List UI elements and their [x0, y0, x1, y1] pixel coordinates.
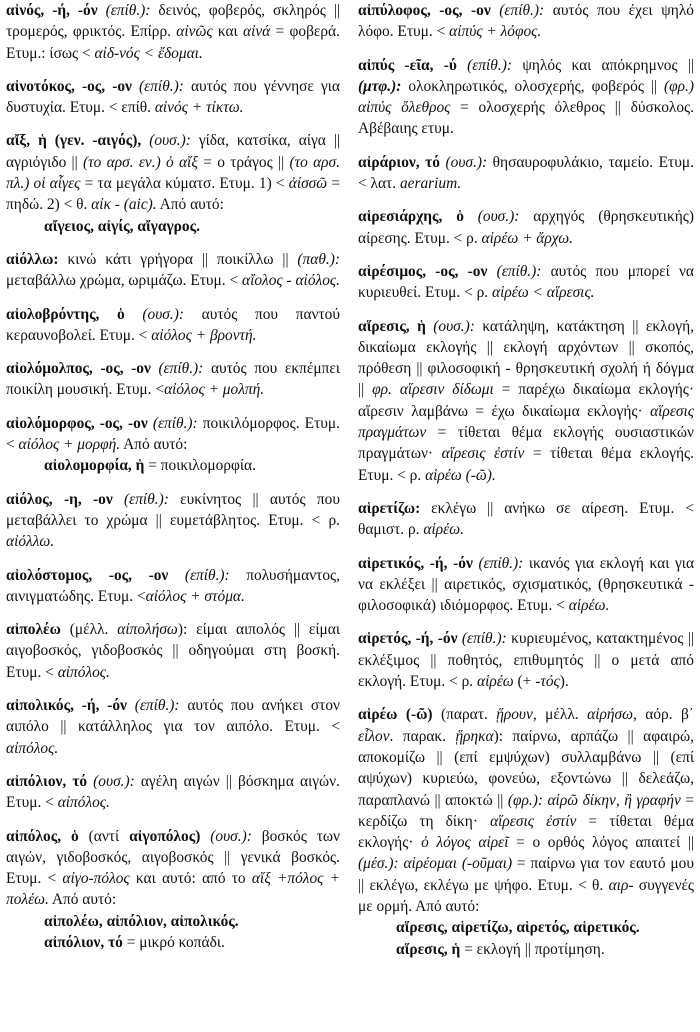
- dictionary-entry: [6, 771, 340, 814]
- derived-words: [6, 216, 340, 237]
- entry-italic-text: αἱρέω.: [423, 521, 464, 539]
- entry-definition: (αντί: [78, 827, 130, 845]
- entry-headword: αἰνός, -ή, -όν: [6, 2, 98, 19]
- entry-italic-text: (φρ.): αἱρῶ δίκην, ἢ γραφήν: [507, 791, 681, 809]
- entry-italic-text: αἱρέω: [476, 673, 514, 691]
- entry-definition: αυτός που έχει ψηλό λόφο. Ετυμ. <: [358, 2, 695, 41]
- entry-definition: (μέλλ.: [60, 621, 118, 639]
- dictionary-entry: [358, 316, 694, 486]
- entry-definition: πολυσήμαντος, αινιγματώδης. Ετυμ. <: [6, 566, 340, 605]
- entry-headword: αἵρεσις, ἡ: [358, 317, 426, 335]
- entry-headword: αἰολόμολπος, -ος, -ον: [6, 360, 151, 378]
- entry-definition: = φοβερά. Ετυμ.: ίσως <: [6, 23, 340, 62]
- entry-italic-text: αιρ-: [608, 876, 634, 894]
- dictionary-entry: [6, 619, 340, 683]
- entry-headword: αἰπύλοφος, -ος, -ον: [358, 2, 491, 19]
- entry-definition: Από αυτό:: [120, 436, 188, 454]
- entry-italic-text: αἱρέω < αἵρεσις.: [492, 284, 595, 302]
- dictionary-entry: [6, 358, 340, 401]
- entry-definition: , αόρ. β΄: [632, 706, 694, 724]
- entry-italic-text: (το αρσ. εν.) ὁ αἴξ: [83, 153, 198, 171]
- dictionary-entry: [358, 498, 694, 541]
- derived-words: [6, 932, 340, 953]
- entry-definition: = ο τράγος ||: [197, 153, 290, 171]
- entry-definition: = τίθεται θέμα εκλογής. Ετυμ. < ρ.: [358, 445, 694, 484]
- entry-headword: αἱρέσιμος, -ος, -ον: [358, 262, 488, 280]
- entry-italic-text: αἰπόλος.: [57, 663, 110, 681]
- entry-definition: ποικιλόμορφος. Ετυμ. <: [6, 414, 340, 454]
- entry-italic-text: αἱρήσω: [587, 706, 633, 724]
- entry-definition: . παρακ.: [389, 727, 456, 745]
- entry-definition: κυριευμένος, κατακτημένος || εκλέξιμος || ποθητός, επιθυμητός || ο μετά από εκλογή. Ετυμ. < ρ.: [358, 630, 694, 691]
- dictionary-entry: [358, 55, 694, 140]
- entry-definition: αρχηγός (θρησκευτικής) αίρεσης. Ετυμ. < ρ.: [358, 208, 694, 247]
- entry-headword: αἰολόμορφος, -ος, -ον: [6, 414, 148, 432]
- entry-headword: αἰόλλω:: [6, 250, 59, 268]
- derived-words: [358, 917, 694, 938]
- left-column: [6, 0, 350, 1032]
- entry-definition: ολοκληρωτικός, ολοσχερής, φοβερός ||: [401, 77, 664, 95]
- entry-italic-text: αἱρέω (-ῶ).: [425, 466, 496, 484]
- derived-headword: αἰπόλιον, τό: [44, 933, 123, 951]
- dictionary-entry: [6, 695, 340, 759]
- entry-italic-text: -τός: [535, 673, 560, 691]
- entry-definition: ψηλός και απόκρημνος ||: [522, 56, 695, 74]
- entry-italic-text: (ουσ.):: [124, 305, 202, 323]
- dictionary-entry: [6, 0, 340, 64]
- derived-headword: αἵρεσις, ἡ: [396, 940, 461, 958]
- entry-italic-text: αἰπολήσω: [117, 621, 178, 639]
- entry-italic-text: εἷλον: [358, 727, 390, 745]
- entry-definition: = τίθεται θέμα εκλογής·: [358, 812, 694, 852]
- right-column: [350, 0, 694, 1032]
- derived-headword: αἵρεσις, αἱρετίζω, αἱρετός, αἱρετικός.: [396, 919, 640, 937]
- entry-italic-text: αἵρεσις πραγμάτων: [358, 402, 694, 442]
- entry-headword: αἰπόλος, ὁ: [6, 827, 79, 845]
- entry-italic-text: (επίθ.):: [112, 490, 181, 508]
- entry-italic-text: αἰόλλω.: [6, 533, 55, 551]
- entry-definition: αγέλη αιγών || βόσκημα αιγών. Ετυμ. <: [6, 772, 340, 812]
- derived-headword: αἴγειος, αἰγίς, αἴγαγρος.: [44, 217, 200, 235]
- entry-headword: αἰολόστομος, -ος, -ον: [6, 566, 169, 584]
- entry-italic-text: (επίθ.):: [97, 2, 159, 19]
- entry-italic-text: ᾕρουν: [496, 706, 533, 724]
- dictionary-entry: [6, 76, 340, 119]
- entry-definition: κινώ κάτι γρήγορα || ποικίλλω ||: [58, 250, 298, 268]
- entry-definition: (παρατ.: [432, 706, 497, 724]
- dictionary-entry: [358, 628, 694, 692]
- entry-italic-text: (ουσ.):: [439, 153, 493, 171]
- entry-italic-text: (επίθ.):: [147, 414, 203, 432]
- dictionary-entry: [6, 249, 340, 292]
- entry-definition: (+: [513, 673, 536, 691]
- entry-italic-text: aerarium.: [399, 175, 462, 193]
- derived-headword: αἰπολέω, αἰπόλιον, αἰπολικός.: [44, 912, 239, 930]
- derived-definition: = εκλογή || προτίμηση.: [460, 940, 605, 958]
- entry-italic-text: αἴολος - αἰόλος.: [242, 272, 340, 290]
- dictionary-entry: [358, 206, 694, 249]
- dictionary-entry: [6, 565, 340, 608]
- entry-definition: αυτός που εκπέμπει ποικίλη μουσική. Ετυμ. <: [6, 360, 340, 399]
- entry-definition: ικανός για εκλογή και για να εκλέξει || αιρετικός, σχισματικός, (θρησκευτικά - φιλοσοφικά) ιδιόμορφος. Ετυμ. <: [358, 554, 695, 615]
- derived-words: [6, 911, 340, 932]
- dictionary-entry: [358, 261, 694, 304]
- dictionary-entry: [6, 130, 340, 236]
- entry-italic-text: αἰνός + τίκτω.: [154, 99, 244, 117]
- entry-definition: κατάληψη, κατάκτηση || εκλογή, δικαίωμα εκλογής || εκλογή αρχόντων || σκοπός, πρόθεση || φιλοσοφική - θρησκευτική σχολή ή δόγμα ||: [358, 317, 694, 399]
- entry-italic-text: αἰπύς + λόφος.: [449, 23, 542, 41]
- entry-definition: = τίθεται θέμα εκλογής ουσιαστικών πραγμάτων·: [358, 424, 694, 463]
- entry-italic-text: (επίθ.):: [456, 56, 523, 74]
- entry-italic-text: (επίθ.):: [168, 566, 247, 584]
- entry-headword: αἱρετικός, -ή, -όν: [358, 554, 473, 572]
- entry-italic-text: (παθ.):: [297, 250, 340, 268]
- entry-italic-text: ἀίσσῶ: [288, 175, 328, 193]
- entry-italic-text: (φρ.) αἰπύς ὄλεθρος: [358, 77, 694, 117]
- entry-definition: και αυτό: από το: [129, 870, 252, 888]
- entry-definition: αυτός που μπορεί να κυριευθεί. Ετυμ. < ρ.: [358, 262, 694, 302]
- entry-italic-text: αἰόλος + στόμα.: [145, 587, 245, 605]
- entry-definition: = πηδώ. 2) < θ.: [6, 175, 341, 214]
- entry-definition: γίδα, κατσίκα, αίγα || αγριόγιδο ||: [6, 132, 340, 171]
- entry-italic-text: αἰκ - (aic).: [91, 196, 157, 214]
- derived-words: [358, 939, 694, 960]
- entry-definition: συγγενές με ορμή. Από αυτό:: [358, 876, 695, 915]
- entry-italic-text: (ουσ.):: [87, 772, 141, 790]
- entry-definition: αυτός που παντού κεραυνοβολεί. Ετυμ. <: [6, 305, 341, 344]
- entry-headword: αἰολοβρόντης, ὁ: [6, 305, 125, 323]
- entry-headword: αἱρέω (-ῶ): [358, 706, 433, 724]
- dictionary-entry: [358, 152, 694, 195]
- dictionary-entry: [358, 553, 694, 617]
- derived-definition: = ποικιλομορφία.: [144, 457, 256, 475]
- entry-definition: = ο ορθός λόγος απαιτεί ||: [508, 834, 694, 852]
- entry-definition: αυτός που γέννησε για δυστυχία. Ετυμ. < επίθ.: [6, 77, 340, 117]
- entry-italic-text: (επίθ.):: [487, 262, 551, 280]
- entry-headword: αἱρετίζω:: [358, 499, 421, 517]
- entry-definition: βοσκός των αιγών, γιδοβοσκός, αιγοβοσκός || γενικά βοσκός. Ετυμ. <: [6, 827, 340, 888]
- entry-italic-text: (ουσ.):: [141, 132, 199, 150]
- entry-definition: = παρέχω δικαίωμα εκλογής· αἵρεσιν λαμβάνω = έχω δικαίωμα εκλογής·: [358, 381, 694, 420]
- entry-italic-text: αἴξ +πόλος + πολέω.: [6, 870, 340, 909]
- entry-definition: εκλέγω || ανήκω σε αίρεση. Ετυμ. < θαμιστ. ρ.: [358, 499, 694, 539]
- entry-definition: = παίρνω για τον εαυτό μου || εκλέγω, εκλέγω με ψήφο. Ετυμ. < θ.: [358, 855, 694, 894]
- entry-definition: Από αυτό:: [48, 891, 117, 909]
- entry-italic-text: αἰόλος + βροντή.: [151, 326, 257, 344]
- dictionary-entry: [358, 0, 694, 43]
- entry-italic-text: (επίθ.):: [126, 697, 188, 715]
- entry-italic-text: αἰγο-πόλος: [62, 870, 130, 888]
- entry-italic-text: (ουσ.):: [200, 827, 262, 845]
- dictionary-entry: [358, 704, 694, 960]
- entry-definition: = κερδίζω τη δίκη·: [358, 791, 695, 830]
- entry-definition: ).: [559, 673, 569, 691]
- dictionary-entry: [6, 489, 340, 553]
- entry-italic-text: (επίθ.):: [472, 554, 529, 572]
- entry-definition: θησαυροφυλάκιο, ταμείο. Ετυμ. < λατ.: [358, 153, 694, 193]
- entry-headword: αἰπύς -εῖα, -ύ: [358, 56, 457, 74]
- entry-headword: αἰπόλιον, τό: [6, 772, 88, 790]
- entry-definition: αυτός που ανήκει στον αιπόλο || κατάλληλος για τον αιπόλο. Ετυμ. <: [6, 697, 341, 736]
- entry-definition: ): είμαι αιπολός || είμαι αιγοβοσκός, γιδοβοσκός || οδηγούμαι στη βοσκή. Ετυμ. <: [6, 621, 340, 681]
- entry-italic-text: (ουσ.):: [463, 208, 534, 226]
- dictionary-entry: [6, 304, 340, 347]
- entry-italic-text: αἰδ-νός < ἔδομαι.: [94, 44, 203, 62]
- dictionary-entry: [6, 413, 340, 477]
- entry-definition: μεταβάλλω χρώμα, ωριμάζω. Ετυμ. <: [6, 272, 242, 290]
- entry-headword: αἰπολέω: [6, 621, 61, 639]
- dictionary-entry: [6, 826, 340, 954]
- entry-italic-text: (επίθ.):: [490, 2, 553, 19]
- entry-definition: ): παίρνω, αρπάζω || αφαιρώ, αποκομίζω || (επί εμψύχων) συλλαμβάνω || (επί αψύχων) κυριεύω, φονεύω, εξοντώνω || δελεάζω, παραπλανώ || αποκτώ ||: [358, 727, 694, 809]
- entry-italic-text: αἰνά: [242, 23, 271, 41]
- derived-definition: = μικρό κοπάδι.: [122, 933, 225, 951]
- entry-headword: αἰνοτόκος, -ος, -ον: [6, 77, 132, 95]
- entry-italic-text: (επίθ.):: [150, 360, 211, 378]
- entry-italic-text: αἰνῶς: [176, 23, 213, 41]
- derived-words: [6, 455, 340, 476]
- entry-italic-text: αἰόλος + μορφή.: [18, 436, 121, 454]
- entry-italic-text: αἵρεσις ἐστίν: [490, 812, 577, 830]
- entry-headword: αἱρετός, -ή, -όν: [358, 630, 458, 648]
- derived-headword: αἰολομορφία, ἡ: [44, 457, 145, 475]
- entry-italic-text: (μέσ.): αἱρέομαι (-οῦμαι): [358, 855, 513, 873]
- entry-definition: , μέλλ.: [532, 706, 588, 724]
- entry-italic-text: αἰόλος + μολπή.: [164, 381, 265, 399]
- entry-italic-text: ὁ λόγος αἱρεῖ: [421, 834, 509, 852]
- entry-italic-text: (ουσ.):: [425, 317, 483, 335]
- entry-bold-text: αἰγοπόλος): [129, 827, 201, 845]
- entry-italic-text: αἱρέω.: [568, 597, 610, 615]
- entry-italic-text: (το αρσ. πλ.) οἱ αἶγες: [6, 153, 340, 193]
- entry-headword: αἰράριον, τό: [358, 153, 440, 171]
- entry-definition: = τα μεγάλα κύματσ. Ετυμ. 1) <: [80, 175, 289, 193]
- entry-headword: αἱρεσιάρχης, ὁ: [358, 208, 464, 226]
- entry-headword: αἰόλος, -η, -ον: [6, 490, 113, 508]
- entry-definition: ευκίνητος || αυτός που μεταβάλλει το χρώμα || ευμετάβλητος. Ετυμ. < ρ.: [6, 490, 340, 529]
- entry-italic-text: αἵρεσις ἐστίν: [441, 445, 525, 463]
- entry-definition: = ολοσχερής όλεθρος || δύσκολος. Αβέβαιης ετυμ.: [358, 99, 694, 138]
- entry-italic-text: φρ. αἵρεσιν δίδωμι: [372, 381, 494, 399]
- entry-definition: δεινός, φοβερός, σκληρός || τρομερός, φρικτός. Επίρρ.: [6, 2, 341, 41]
- entry-headword: αἰπολικός, -ή, -όν: [6, 697, 127, 715]
- entry-italic-text: αἱρέω + ἄρχω.: [481, 229, 573, 247]
- entry-italic-text: αἰπόλος.: [6, 739, 59, 757]
- entry-italic-text: (επίθ.):: [131, 77, 191, 95]
- entry-italic-text: ᾕρηκα: [455, 727, 494, 745]
- entry-italic-text: αἰπόλος.: [57, 794, 110, 812]
- entry-italic-text: (επίθ.):: [457, 630, 512, 648]
- entry-definition: Από αυτό:: [156, 196, 224, 214]
- entry-definition: και: [212, 23, 243, 41]
- entry-headword: αἴξ, ἡ (γεν. -αιγός),: [6, 132, 142, 150]
- entry-italic-text: (μτφ.):: [358, 77, 402, 95]
